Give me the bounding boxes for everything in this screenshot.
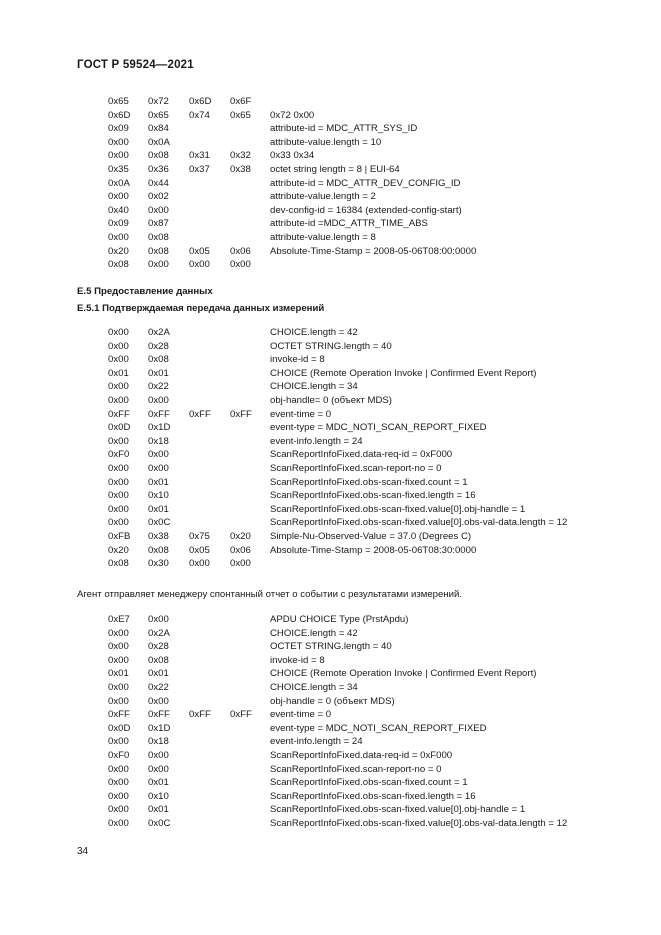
- byte-2: 0x08: [148, 654, 169, 666]
- byte-1: 0xF0: [108, 749, 130, 761]
- byte-3: 0x00: [189, 558, 210, 570]
- byte-2: 0x08: [148, 231, 169, 243]
- byte-2: 0x2A: [148, 327, 170, 338]
- byte-3: 0xFF: [189, 709, 211, 721]
- byte-1: 0x00: [108, 627, 129, 639]
- description-paragraph: Агент отправляет менеджеру спонтанный отчет о событии с результатами измерений.: [77, 589, 463, 600]
- field-description: CHOICE.length = 34: [270, 681, 358, 693]
- byte-1: 0x00: [108, 191, 129, 203]
- byte-2: 0x01: [148, 476, 169, 488]
- field-description: 0x33 0x34: [270, 150, 315, 162]
- byte-4: 0xFF: [230, 709, 252, 721]
- field-description: event-info.length = 24: [270, 736, 363, 748]
- byte-1: 0x0D: [108, 722, 131, 734]
- byte-3: 0x31: [189, 150, 210, 162]
- page-number: 34: [77, 846, 89, 857]
- field-description: Absolute-Time-Stamp = 2008-05-06T08:30:0000: [270, 544, 477, 556]
- field-description: event-time = 0: [270, 408, 332, 420]
- section-heading-e5: E.5 Предоставление данных: [77, 286, 213, 297]
- byte-1: 0x08: [108, 259, 129, 271]
- field-description: ScanReportInfoFixed.scan-report-no = 0: [270, 462, 442, 474]
- field-description: event-info.length = 24: [270, 435, 363, 447]
- field-description: event-time = 0: [270, 709, 332, 721]
- byte-1: 0x0A: [108, 177, 130, 189]
- byte-2: 0x0C: [148, 517, 171, 529]
- field-description: ScanReportInfoFixed.obs-scan-fixed.value[0].obj-handle = 1: [270, 503, 526, 515]
- byte-2: 0x1D: [148, 422, 171, 434]
- field-description: obj-handle= 0 (объект MDS): [270, 394, 392, 406]
- byte-1: 0x00: [108, 790, 129, 802]
- field-description: ScanReportInfoFixed.obs-scan-fixed.count = 1: [270, 476, 468, 488]
- field-description: attribute-id =MDC_ATTR_TIME_ABS: [270, 218, 428, 230]
- byte-4: 0xFF: [230, 408, 252, 420]
- byte-1: 0x00: [108, 150, 129, 162]
- byte-1: 0x00: [108, 476, 129, 488]
- byte-1: 0xFB: [108, 530, 131, 542]
- field-description: dev-config-id = 16384 (extended-config-start): [270, 204, 462, 216]
- field-description: ScanReportInfoFixed.obs-scan-fixed.value[0].obj-handle = 1: [270, 804, 526, 816]
- byte-2: 0x00: [148, 763, 169, 775]
- byte-1: 0x00: [108, 817, 129, 829]
- byte-2: 0x28: [148, 641, 169, 653]
- byte-1: 0x00: [108, 517, 129, 529]
- byte-1: 0x08: [108, 558, 129, 570]
- byte-2: 0x30: [148, 558, 169, 570]
- byte-3: 0xFF: [189, 408, 211, 420]
- byte-1: 0x65: [108, 96, 129, 107]
- byte-1: 0x00: [108, 654, 129, 666]
- field-description: ScanReportInfoFixed.obs-scan-fixed.length = 16: [270, 790, 476, 802]
- field-description: OCTET STRING.length = 40: [270, 641, 392, 653]
- byte-2: 0x65: [148, 109, 169, 121]
- byte-1: 0x00: [108, 490, 129, 502]
- byte-4: 0x06: [230, 245, 251, 257]
- byte-3: 0x6D: [189, 96, 212, 107]
- byte-1: 0x6D: [108, 109, 131, 121]
- field-description: ScanReportInfoFixed.obs-scan-fixed.value[0].obs-val-data.length = 12: [270, 517, 568, 529]
- byte-2: 0x10: [148, 790, 169, 802]
- byte-1: 0x00: [108, 354, 129, 366]
- field-description: CHOICE.length = 34: [270, 381, 358, 393]
- field-description: CHOICE.length = 42: [270, 327, 358, 338]
- byte-2: 0x08: [148, 544, 169, 556]
- field-description: invoke-id = 8: [270, 354, 325, 366]
- byte-1: 0xF0: [108, 449, 130, 461]
- field-description: CHOICE (Remote Operation Invoke | Confirmed Event Report): [270, 668, 537, 680]
- byte-1: 0x00: [108, 340, 129, 352]
- byte-1: 0x00: [108, 641, 129, 653]
- field-description: ScanReportInfoFixed.obs-scan-fixed.value[0].obs-val-data.length = 12: [270, 817, 568, 829]
- field-description: invoke-id = 8: [270, 654, 325, 666]
- byte-2: 0xFF: [148, 709, 170, 721]
- byte-1: 0x40: [108, 204, 129, 216]
- byte-1: 0x00: [108, 136, 129, 148]
- byte-1: 0x09: [108, 218, 129, 230]
- field-description: event-type = MDC_NOTI_SCAN_REPORT_FIXED: [270, 722, 487, 734]
- field-description: ScanReportInfoFixed.data-req-id = 0xF000: [270, 449, 453, 461]
- byte-1: 0x00: [108, 695, 129, 707]
- byte-2: 0x0A: [148, 136, 170, 148]
- byte-2: 0x44: [148, 177, 169, 189]
- byte-4: 0x32: [230, 150, 251, 162]
- byte-2: 0x08: [148, 245, 169, 257]
- field-description: ScanReportInfoFixed.data-req-id = 0xF000: [270, 749, 453, 761]
- byte-1: 0x09: [108, 123, 129, 135]
- field-description: CHOICE (Remote Operation Invoke | Confirmed Event Report): [270, 367, 537, 379]
- field-description: attribute-id = MDC_ATTR_DEV_CONFIG_ID: [270, 177, 461, 189]
- byte-1: 0x20: [108, 544, 129, 556]
- byte-2: 0x00: [148, 695, 169, 707]
- byte-2: 0x36: [148, 163, 169, 175]
- byte-1: 0xE7: [108, 614, 130, 625]
- byte-2: 0x28: [148, 340, 169, 352]
- byte-1: 0x00: [108, 777, 129, 789]
- byte-2: 0x01: [148, 503, 169, 515]
- byte-2: 0x22: [148, 681, 169, 693]
- byte-1: 0x00: [108, 327, 129, 338]
- field-description: attribute-value.length = 10: [270, 136, 382, 148]
- byte-1: 0x00: [108, 736, 129, 748]
- byte-1: 0x00: [108, 462, 129, 474]
- byte-1: 0x00: [108, 394, 129, 406]
- byte-1: 0x00: [108, 435, 129, 447]
- byte-2: 0x18: [148, 736, 169, 748]
- byte-3: 0x05: [189, 245, 210, 257]
- byte-4: 0x38: [230, 163, 251, 175]
- byte-3: 0x37: [189, 163, 210, 175]
- byte-1: 0x20: [108, 245, 129, 257]
- byte-2: 0x1D: [148, 722, 171, 734]
- byte-4: 0x00: [230, 558, 251, 570]
- byte-2: 0x01: [148, 777, 169, 789]
- field-description: attribute-value.length = 8: [270, 231, 376, 243]
- byte-2: 0x0C: [148, 817, 171, 829]
- byte-2: 0x87: [148, 218, 169, 230]
- byte-1: 0x01: [108, 668, 129, 680]
- byte-1: 0xFF: [108, 408, 130, 420]
- field-description: ScanReportInfoFixed.scan-report-no = 0: [270, 763, 442, 775]
- field-description: APDU CHOICE Type (PrstApdu): [270, 614, 409, 625]
- byte-2: 0x22: [148, 381, 169, 393]
- byte-2: 0x02: [148, 191, 169, 203]
- byte-3: 0x75: [189, 530, 210, 542]
- field-description: octet string length = 8 | EUI-64: [270, 163, 400, 175]
- byte-2: 0x72: [148, 96, 169, 107]
- document-header: ГОСТ Р 59524—2021: [77, 59, 194, 71]
- byte-4: 0x06: [230, 544, 251, 556]
- field-description: Simple-Nu-Observed-Value = 37.0 (Degrees C): [270, 530, 472, 542]
- byte-2: 0x00: [148, 204, 169, 216]
- byte-1: 0xFF: [108, 709, 130, 721]
- byte-2: 0x00: [148, 462, 169, 474]
- byte-1: 0x00: [108, 763, 129, 775]
- byte-4: 0x20: [230, 530, 251, 542]
- byte-1: 0x35: [108, 163, 129, 175]
- byte-4: 0x65: [230, 109, 251, 121]
- byte-2: 0x00: [148, 449, 169, 461]
- field-description: 0x72 0x00: [270, 109, 315, 121]
- byte-2: 0x08: [148, 354, 169, 366]
- byte-2: 0x01: [148, 804, 169, 816]
- byte-1: 0x00: [108, 681, 129, 693]
- byte-2: 0x01: [148, 367, 169, 379]
- byte-4: 0x00: [230, 259, 251, 271]
- byte-2: 0x84: [148, 123, 169, 135]
- byte-3: 0x05: [189, 544, 210, 556]
- byte-2: 0x00: [148, 394, 169, 406]
- field-description: obj-handle = 0 (объект MDS): [270, 695, 395, 707]
- byte-2: 0xFF: [148, 408, 170, 420]
- byte-3: 0x74: [189, 109, 210, 121]
- byte-1: 0x00: [108, 231, 129, 243]
- byte-2: 0x00: [148, 614, 169, 625]
- byte-1: 0x00: [108, 804, 129, 816]
- byte-1: 0x00: [108, 503, 129, 515]
- byte-2: 0x18: [148, 435, 169, 447]
- field-description: Absolute-Time-Stamp = 2008-05-06T08:00:0000: [270, 245, 477, 257]
- byte-2: 0x10: [148, 490, 169, 502]
- field-description: ScanReportInfoFixed.obs-scan-fixed.count = 1: [270, 777, 468, 789]
- field-description: ScanReportInfoFixed.obs-scan-fixed.length = 16: [270, 490, 476, 502]
- byte-2: 0x38: [148, 530, 169, 542]
- field-description: OCTET STRING.length = 40: [270, 340, 392, 352]
- byte-4: 0x6F: [230, 96, 252, 107]
- byte-3: 0x00: [189, 259, 210, 271]
- field-description: CHOICE.length = 42: [270, 627, 358, 639]
- byte-1: 0x0D: [108, 422, 131, 434]
- field-description: attribute-id = MDC_ATTR_SYS_ID: [270, 123, 418, 135]
- byte-2: 0x00: [148, 259, 169, 271]
- byte-2: 0x00: [148, 749, 169, 761]
- byte-2: 0x08: [148, 150, 169, 162]
- byte-1: 0x01: [108, 367, 129, 379]
- field-description: attribute-value.length = 2: [270, 191, 376, 203]
- section-heading-e51: E.5.1 Подтверждаемая передача данных измерений: [77, 303, 325, 314]
- byte-1: 0x00: [108, 381, 129, 393]
- byte-2: 0x2A: [148, 627, 170, 639]
- field-description: event-type = MDC_NOTI_SCAN_REPORT_FIXED: [270, 422, 487, 434]
- byte-2: 0x01: [148, 668, 169, 680]
